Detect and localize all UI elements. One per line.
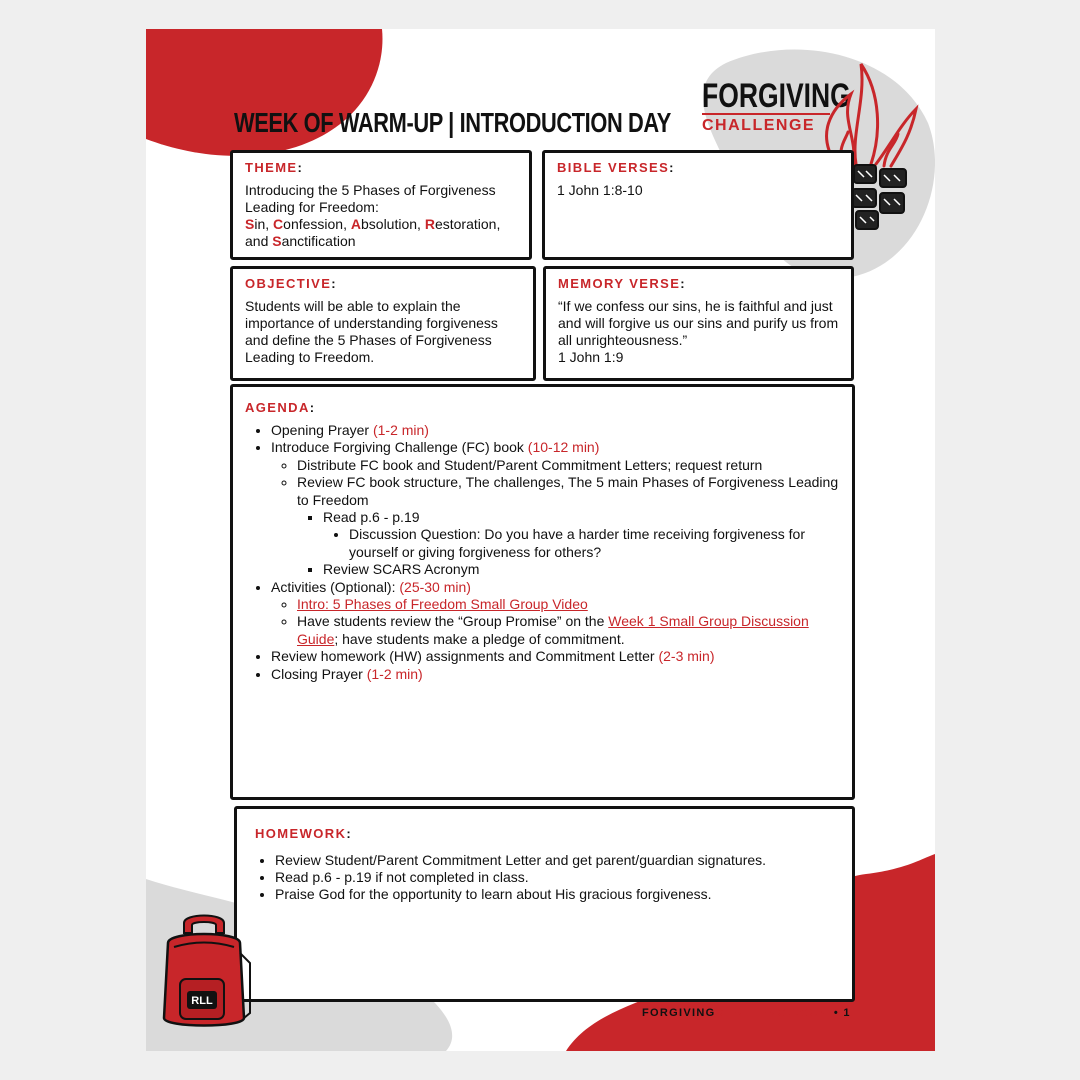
agenda-label: AGENDA:: [245, 400, 316, 415]
page-title: WEEK OF WARM-UP | INTRODUCTION DAY: [234, 107, 671, 138]
homework-list: [255, 852, 840, 903]
backpack-tag: RLL: [191, 995, 213, 1007]
list-item: • Closing Prayer (1-2 min): [271, 666, 840, 683]
backpack-icon: [154, 913, 254, 1033]
homework-label: HOMEWORK:: [255, 826, 353, 841]
theme-box: [230, 150, 532, 260]
list-item: ▪ Review SCARS Acronym: [323, 561, 840, 578]
memory-verse-box: [543, 266, 854, 381]
memory-verse-label: MEMORY VERSE:: [558, 276, 687, 291]
list-item: ◦ Review FC book structure, The challenges, The 5 main Phases of Forgiveness Leading to Freedom ▪ Read p.6 - p.19 • Discussion Question: Do you have a harder time receiving forgiveness for yourself or giving forgiveness for others? ▪ Review SCARS Acronym: [297, 474, 840, 578]
agenda-list: [245, 422, 840, 683]
page-number: 1: [843, 1007, 851, 1019]
objective-label: OBJECTIVE:: [245, 276, 338, 291]
homework-box: [234, 806, 855, 1002]
list-item: • Activities (Optional): (25-30 min) ◦ Intro: 5 Phases of Freedom Small Group Video ◦ Have students review the “Group Promise” on the Week 1 Small Group Discussion Guide; have students make a pledge of commitment.: [271, 579, 840, 649]
list-item: [297, 596, 840, 613]
bible-verses-box: [542, 150, 854, 260]
page-footer: [642, 1007, 851, 1019]
objective-box: [230, 266, 536, 381]
list-item: • Introduce Forgiving Challenge (FC) book (10-12 min) ◦ Distribute FC book and Student/Parent Commitment Letters; request return ◦ Review FC book structure, The challenges, The 5 main Phases of Forgiveness Leading to Freedom ▪ Read p.6 - p.19 • Discussion Question: Do you have a harder time receiving forgiveness for yourself or giving forgiveness for others? ▪ Review SCARS Acronym: [271, 439, 840, 578]
red-corner-blob: [146, 29, 386, 159]
firewood-icon: [846, 159, 916, 234]
memory-verse-text: “If we confess our sins, he is faithful and just and will forgive us our sins and purify us from all unrighteousness.”: [558, 298, 839, 348]
theme-line2: Leading for Freedom:: [245, 199, 379, 215]
list-item: • Opening Prayer (1-2 min): [271, 422, 840, 439]
list-item: ◦ Have students review the “Group Promise” on the Week 1 Small Group Discussion Guide; have students make a pledge of commitment.: [297, 613, 840, 648]
memory-verse-ref: 1 John 1:9: [558, 349, 624, 365]
bible-verses-text: 1 John 1:8-10: [557, 182, 643, 198]
theme-phases: Sin, Confession, Absolution, Restoration, and Sanctification: [245, 216, 501, 249]
theme-label: THEME:: [245, 160, 304, 175]
list-item: • Review Student/Parent Commitment Letter and get parent/guardian signatures.: [275, 852, 840, 869]
list-item: • Discussion Question: Do you have a harder time receiving forgiveness for yourself or giving forgiveness for others?: [349, 526, 840, 561]
bible-verses-label: BIBLE VERSES:: [557, 160, 675, 175]
video-link[interactable]: Intro: 5 Phases of Freedom Small Group Video: [297, 596, 588, 613]
logo-word-challenge: CHALLENGE: [702, 113, 830, 135]
list-item: • Review homework (HW) assignments and Commitment Letter (2-3 min): [271, 648, 840, 665]
list-item: ◦ Distribute FC book and Student/Parent Commitment Letters; request return: [297, 457, 840, 474]
footer-domain: CHALLENGE.COM: [715, 1007, 830, 1019]
discussion-guide-link[interactable]: Week 1 Small Group Discussion Guide: [297, 613, 809, 647]
worksheet-page: [146, 29, 935, 1051]
agenda-box: [230, 384, 855, 800]
list-item: • Read p.6 - p.19 if not completed in class.: [275, 869, 840, 886]
footer-word-forgiving: FORGIVING: [642, 1007, 716, 1019]
theme-line1: Introducing the 5 Phases of Forgiveness: [245, 182, 496, 198]
footer-separator: •: [829, 1007, 844, 1019]
list-item: • Praise God for the opportunity to learn about His gracious forgiveness.: [275, 886, 840, 903]
logo-word-forgiving: FORGIVING: [702, 77, 851, 115]
list-item: ▪ Read p.6 - p.19 • Discussion Question: Do you have a harder time receiving forgiveness for yourself or giving forgiveness for others?: [323, 509, 840, 561]
objective-text: Students will be able to explain the importance of understanding forgiveness and define the 5 Phases of Forgiveness Leading to Freedom.: [245, 298, 498, 365]
